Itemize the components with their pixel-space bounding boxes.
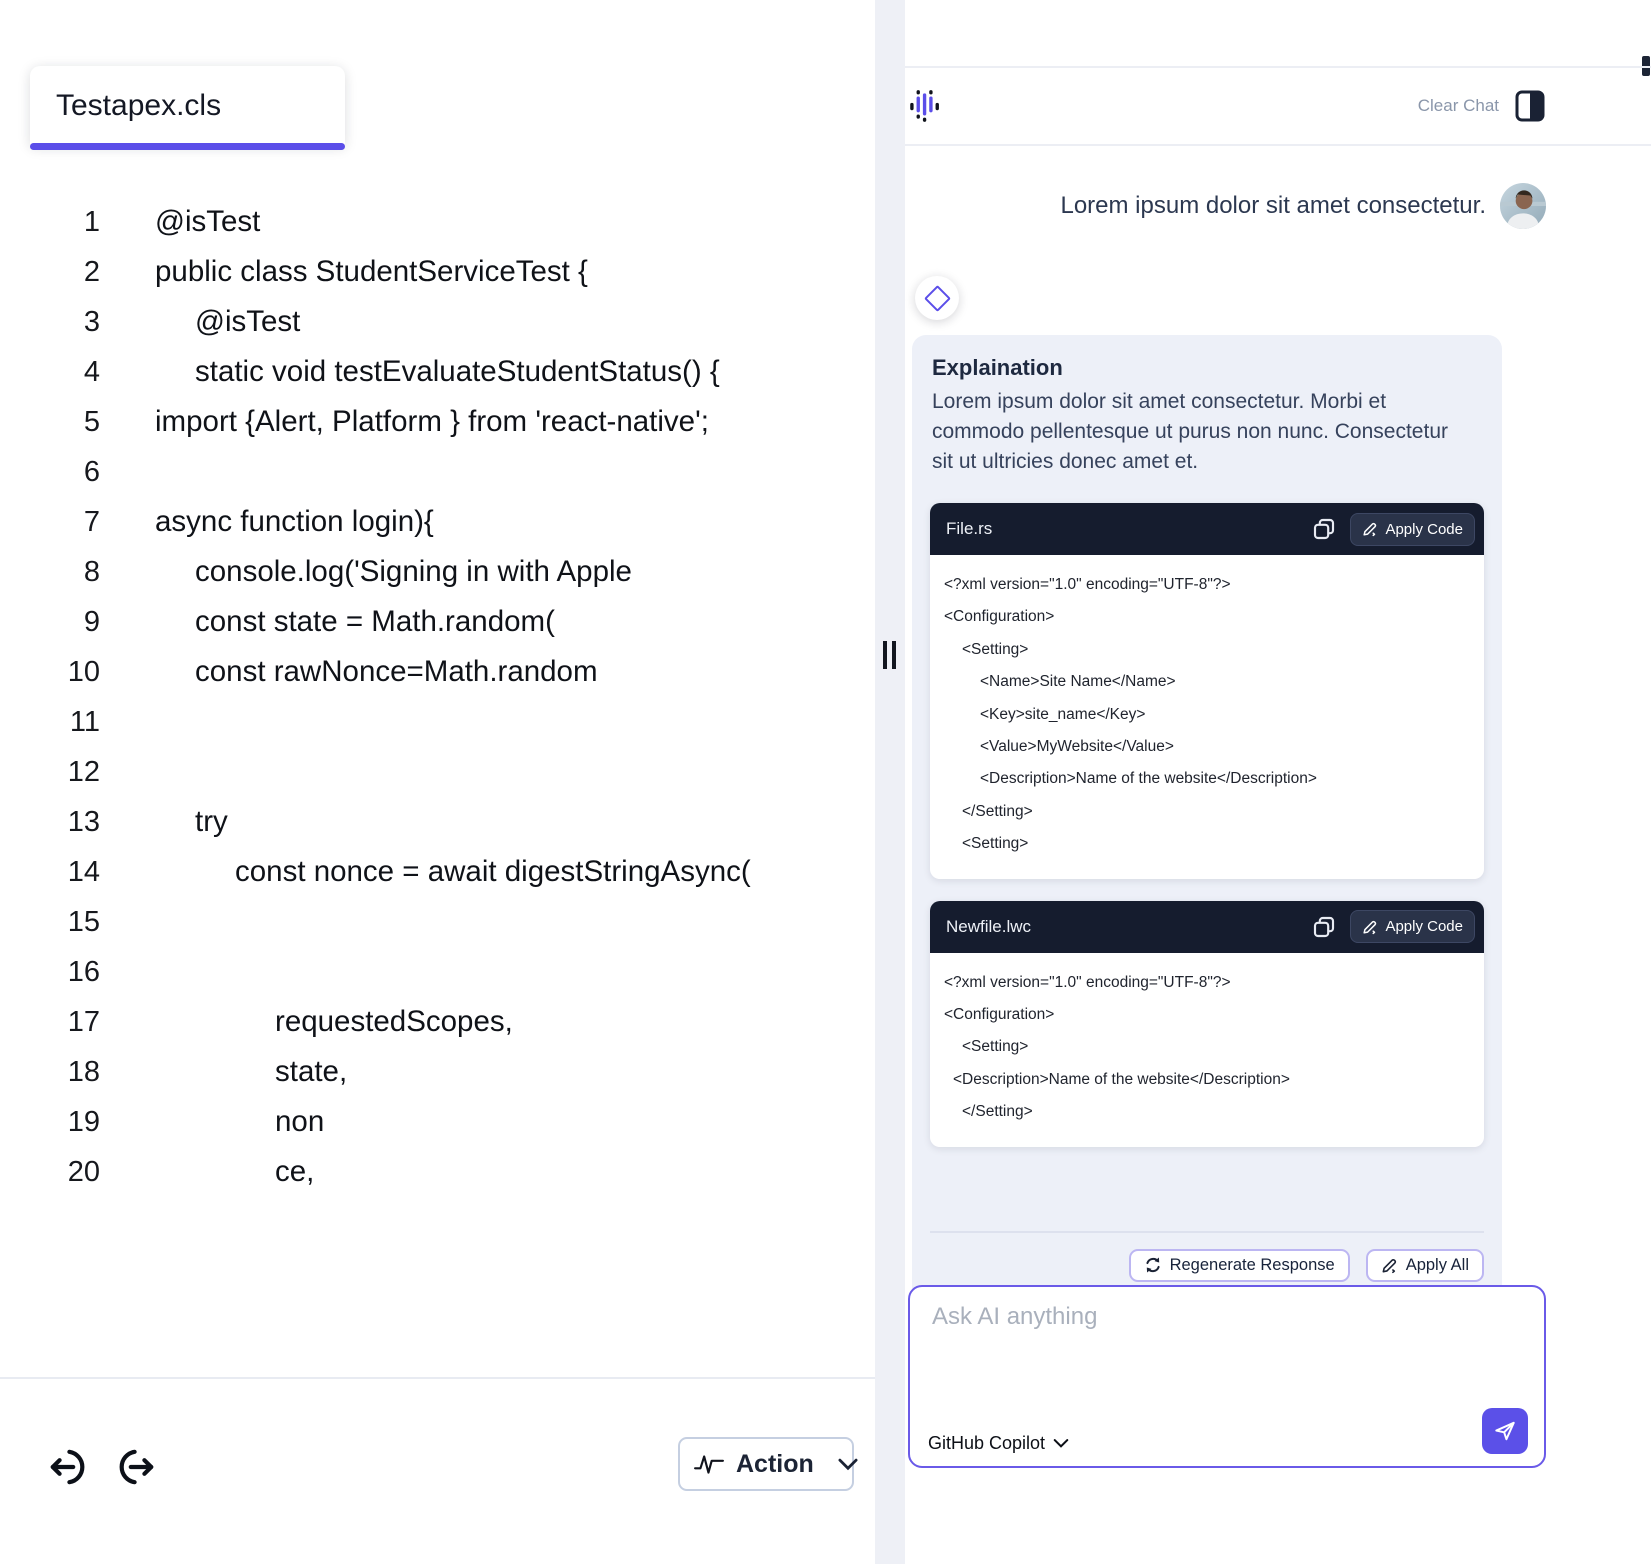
voice-logo-icon (909, 87, 941, 125)
code-line (0, 947, 875, 997)
code-line (0, 447, 875, 497)
card-footer-divider (930, 1231, 1484, 1233)
chat-header (905, 66, 1651, 146)
code-line (0, 1047, 875, 1097)
line-number: 3 (83, 305, 100, 338)
apply-code-label: Apply Code (1385, 918, 1463, 936)
code-block-filename: File.rs (946, 519, 993, 538)
action-button[interactable] (678, 1437, 854, 1491)
code-line (0, 1097, 875, 1147)
code-line (0, 897, 875, 947)
line-number: 10 (67, 655, 100, 688)
code-block-line: <Description>Name of the website</Description> (980, 770, 1317, 788)
code-line (0, 197, 875, 247)
code-block-filename: Newfile.lwc (946, 916, 1032, 936)
resize-handle[interactable] (883, 641, 896, 669)
line-number: 1 (83, 205, 100, 238)
copy-icon[interactable] (1310, 515, 1338, 543)
editor-code[interactable] (0, 197, 875, 1197)
code-block (930, 503, 1484, 879)
code-block-line: <Description>Name of the website</Description> (953, 1070, 1290, 1088)
line-number: 5 (83, 405, 100, 438)
tab-title: Testapex.cls (56, 89, 222, 122)
pane-divider (875, 0, 905, 1564)
code-block-line: <?xml version="1.0" encoding="UTF-8"?> (944, 576, 1231, 593)
code-block-line: </Setting> (962, 1103, 1033, 1121)
code-text: requestedScopes, (275, 1005, 513, 1038)
code-line (0, 647, 875, 697)
pulse-icon (694, 1452, 724, 1476)
code-text: console.log('Signing in with Apple (195, 555, 632, 588)
code-text: import {Alert, Platform } from 'react-native'; (155, 405, 709, 438)
card-footer (930, 1249, 1484, 1282)
code-line (0, 497, 875, 547)
code-text: non (275, 1105, 325, 1138)
code-line (0, 747, 875, 797)
code-line (0, 247, 875, 297)
code-line (0, 347, 875, 397)
pen-icon (1381, 1257, 1398, 1274)
code-line (0, 847, 875, 897)
line-number: 13 (67, 805, 100, 838)
apply-code-button[interactable] (1350, 910, 1475, 943)
code-block-line: <Value>MyWebsite</Value> (980, 738, 1174, 756)
pen-icon (1362, 919, 1378, 935)
panel-toggle-icon[interactable] (1515, 90, 1545, 122)
code-block-header (930, 901, 1484, 953)
line-number: 20 (67, 1155, 100, 1188)
explanation-card (912, 335, 1502, 1302)
ai-response-badge (915, 276, 959, 320)
copy-icon[interactable] (1310, 913, 1338, 941)
regenerate-response-label: Regenerate Response (1169, 1255, 1335, 1274)
line-number: 19 (67, 1105, 100, 1138)
code-text: try (195, 805, 228, 838)
explanation-title: Explaination (932, 355, 1063, 380)
apply-all-label: Apply All (1405, 1255, 1469, 1274)
code-line (0, 797, 875, 847)
code-line (0, 1147, 875, 1197)
code-text: state, (275, 1055, 348, 1088)
chat-input-box (908, 1285, 1546, 1468)
refresh-icon (1144, 1256, 1162, 1274)
code-block-line: <Name>Site Name</Name> (980, 673, 1176, 691)
send-button[interactable] (1482, 1408, 1528, 1454)
line-number: 16 (67, 955, 100, 988)
code-text: @isTest (195, 305, 301, 338)
line-number: 18 (67, 1055, 100, 1088)
code-text: async function login){ (155, 505, 434, 538)
line-number: 8 (83, 555, 100, 588)
navigate-back-icon[interactable] (44, 1443, 92, 1491)
apply-all-button[interactable] (1366, 1249, 1484, 1282)
diamond-icon (924, 285, 951, 312)
user-message: Lorem ipsum dolor sit amet consectetur. (1060, 192, 1486, 219)
code-text: const state = Math.random( (195, 605, 555, 638)
code-block-line: <?xml version="1.0" encoding="UTF-8"?> (944, 973, 1231, 991)
navigate-forward-icon[interactable] (112, 1443, 160, 1491)
code-block-line: <Configuration> (944, 608, 1055, 626)
line-number: 14 (67, 855, 100, 888)
code-block-body (930, 953, 1484, 1147)
code-text: public class StudentServiceTest { (155, 255, 588, 288)
code-block-line: <Setting> (962, 1038, 1029, 1056)
code-block-line: <Setting> (962, 835, 1029, 853)
line-number: 15 (67, 905, 100, 938)
chevron-down-icon (1053, 1438, 1069, 1449)
line-number: 2 (83, 255, 100, 288)
model-name: GitHub Copilot (928, 1433, 1046, 1453)
apply-code-button[interactable] (1350, 513, 1475, 546)
code-block-line: </Setting> (962, 802, 1033, 820)
model-selector[interactable] (928, 1433, 1069, 1454)
code-block (930, 901, 1484, 1147)
line-number: 12 (67, 755, 100, 788)
editor-footer-divider (0, 1377, 875, 1379)
code-block-body (930, 555, 1484, 879)
code-line (0, 597, 875, 647)
action-button-label: Action (736, 1449, 814, 1478)
explanation-body: Lorem ipsum dolor sit amet consectetur. Morbi et commodo pellentesque ut purus non nunc. Consectetur sit ut ultricies donec amet et. (932, 390, 1448, 473)
pen-icon (1362, 521, 1378, 537)
code-text: const rawNonce=Math.random (195, 655, 598, 688)
line-number: 7 (83, 505, 100, 538)
user-avatar (1500, 183, 1546, 229)
user-message-row (905, 183, 1546, 229)
code-line (0, 547, 875, 597)
line-number: 17 (67, 1005, 100, 1038)
code-text: static void testEvaluateStudentStatus() { (195, 355, 720, 388)
code-block-line: <Key>site_name</Key> (980, 705, 1146, 723)
tab-testapex[interactable] (30, 66, 345, 146)
line-number: 11 (69, 705, 100, 738)
code-text: ce, (275, 1155, 315, 1188)
code-text: const nonce = await digestStringAsync( (235, 855, 751, 888)
code-line (0, 697, 875, 747)
chat-input[interactable] (930, 1301, 1520, 1402)
line-number: 6 (83, 455, 100, 488)
code-block-line: <Setting> (962, 640, 1029, 658)
clear-chat-button[interactable]: Clear Chat (1417, 96, 1499, 115)
line-number: 9 (83, 605, 100, 638)
code-text: @isTest (155, 205, 261, 238)
line-number: 4 (83, 355, 100, 388)
code-block-header (930, 503, 1484, 555)
apply-code-label: Apply Code (1385, 520, 1463, 538)
code-block-line: <Configuration> (944, 1006, 1055, 1024)
code-line (0, 397, 875, 447)
chevron-down-icon (838, 1458, 858, 1471)
regenerate-response-button[interactable] (1129, 1249, 1350, 1282)
code-line (0, 297, 875, 347)
code-line (0, 997, 875, 1047)
chat-pane (905, 0, 1651, 1564)
